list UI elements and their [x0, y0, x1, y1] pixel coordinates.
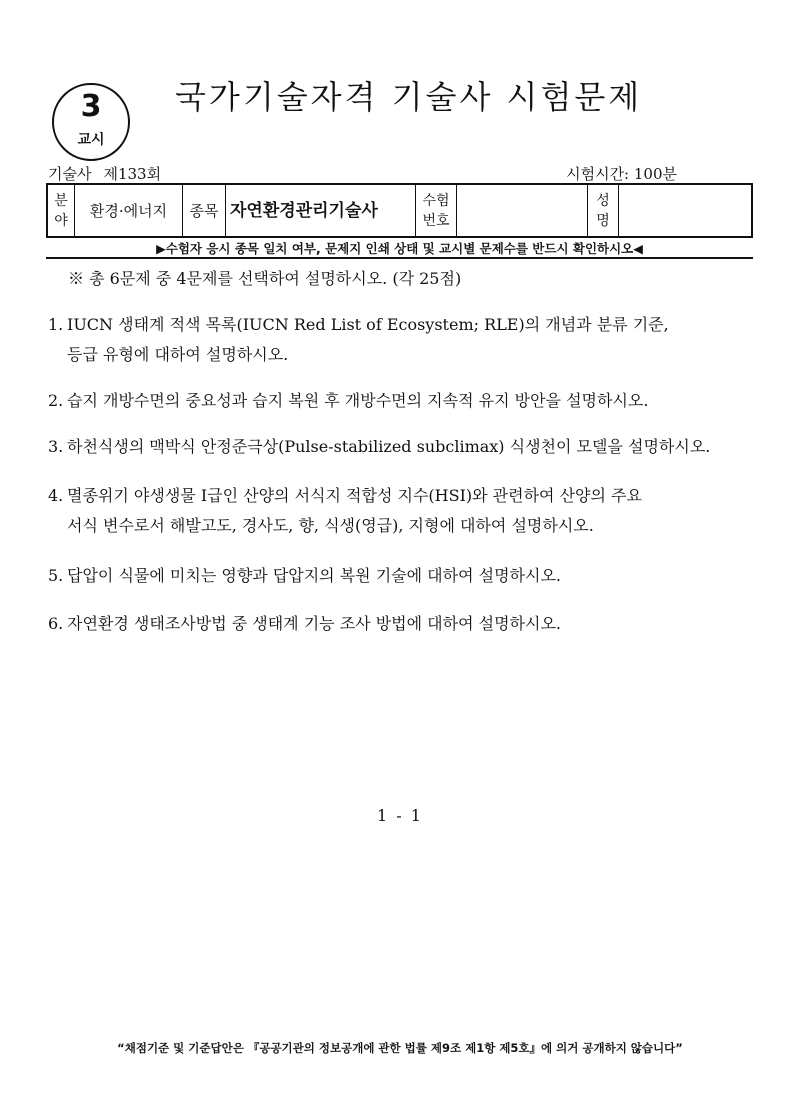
period-label: 교시 [77, 132, 105, 148]
field-label: 분 야 [47, 184, 75, 237]
question-text: 답압이 식물에 미치는 영향과 답압지의 복원 기술에 대하여 설명하시오. [67, 566, 561, 585]
period-number: 3 [80, 89, 102, 124]
name-label: 성 명 [588, 184, 619, 237]
question-text: IUCN 생태계 적색 목록(IUCN Red List of Ecosystem; RLE)의 개념과 분류 기준, [67, 315, 669, 334]
question-number: 4. [48, 486, 64, 505]
exam-grade: 기술사 [48, 165, 92, 183]
question-5 [48, 561, 760, 591]
question-number: 3. [48, 437, 64, 456]
question-1 [48, 310, 760, 370]
question-2 [48, 386, 760, 416]
question-text: 습지 개방수면의 중요성과 습지 복원 후 개방수면의 지속적 유지 방안을 설명하시오. [67, 391, 649, 410]
exam-grade-round [48, 163, 173, 184]
exam-time: 시험시간: 100분 [566, 165, 677, 183]
page-title: 국가기술자격 기술사 시험문제 [175, 78, 643, 116]
category-label: 종목 [183, 184, 226, 237]
exam-number-label: 수험 번호 [416, 184, 457, 237]
page-number: 1 - 1 [377, 806, 423, 825]
question-4 [48, 481, 760, 541]
question-number: 2. [48, 391, 64, 410]
question-text-cont: 서식 변수로서 해발고도, 경사도, 향, 식생(영급), 지형에 대하여 설명하시오. [67, 516, 594, 535]
category-value: 자연환경관리기술사 [226, 184, 416, 237]
name-field[interactable] [619, 184, 753, 237]
instruction: ※ 총 6문제 중 4문제를 선택하여 설명하시오. (각 25점) [68, 269, 462, 288]
exam-number-field[interactable] [457, 184, 588, 237]
field-value: 환경·에너지 [75, 184, 183, 237]
question-3 [48, 432, 760, 462]
exam-round: 제133회 [103, 165, 162, 183]
question-number: 1. [48, 315, 64, 334]
divider [46, 257, 753, 259]
question-text: 자연환경 생태조사방법 중 생태계 기능 조사 방법에 대하여 설명하시오. [67, 614, 561, 633]
period-badge [52, 83, 130, 161]
question-number: 6. [48, 614, 64, 633]
exam-info-table [46, 183, 753, 238]
question-number: 5. [48, 566, 64, 585]
question-6 [48, 609, 760, 639]
question-text: 멸종위기 야생생물 I급인 산양의 서식지 적합성 지수(HSI)와 관련하여 산양의 주요 [67, 486, 642, 505]
question-text: 하천식생의 맥박식 안정준극상(Pulse-stabilized subclimax) 식생천이 모델을 설명하시오. [67, 437, 711, 456]
footer-note: “채점기준 및 기준답안은 『공공기관의 정보공개에 관한 법률 제9조 제1항 제5호』에 의거 공개하지 않습니다” [117, 1041, 683, 1055]
notice-banner: ▶수험자 응시 종목 일치 여부, 문제지 인쇄 상태 및 교시별 문제수를 반드시 확인하시오◀ [156, 241, 643, 256]
question-text-cont: 등급 유형에 대하여 설명하시오. [67, 345, 289, 364]
